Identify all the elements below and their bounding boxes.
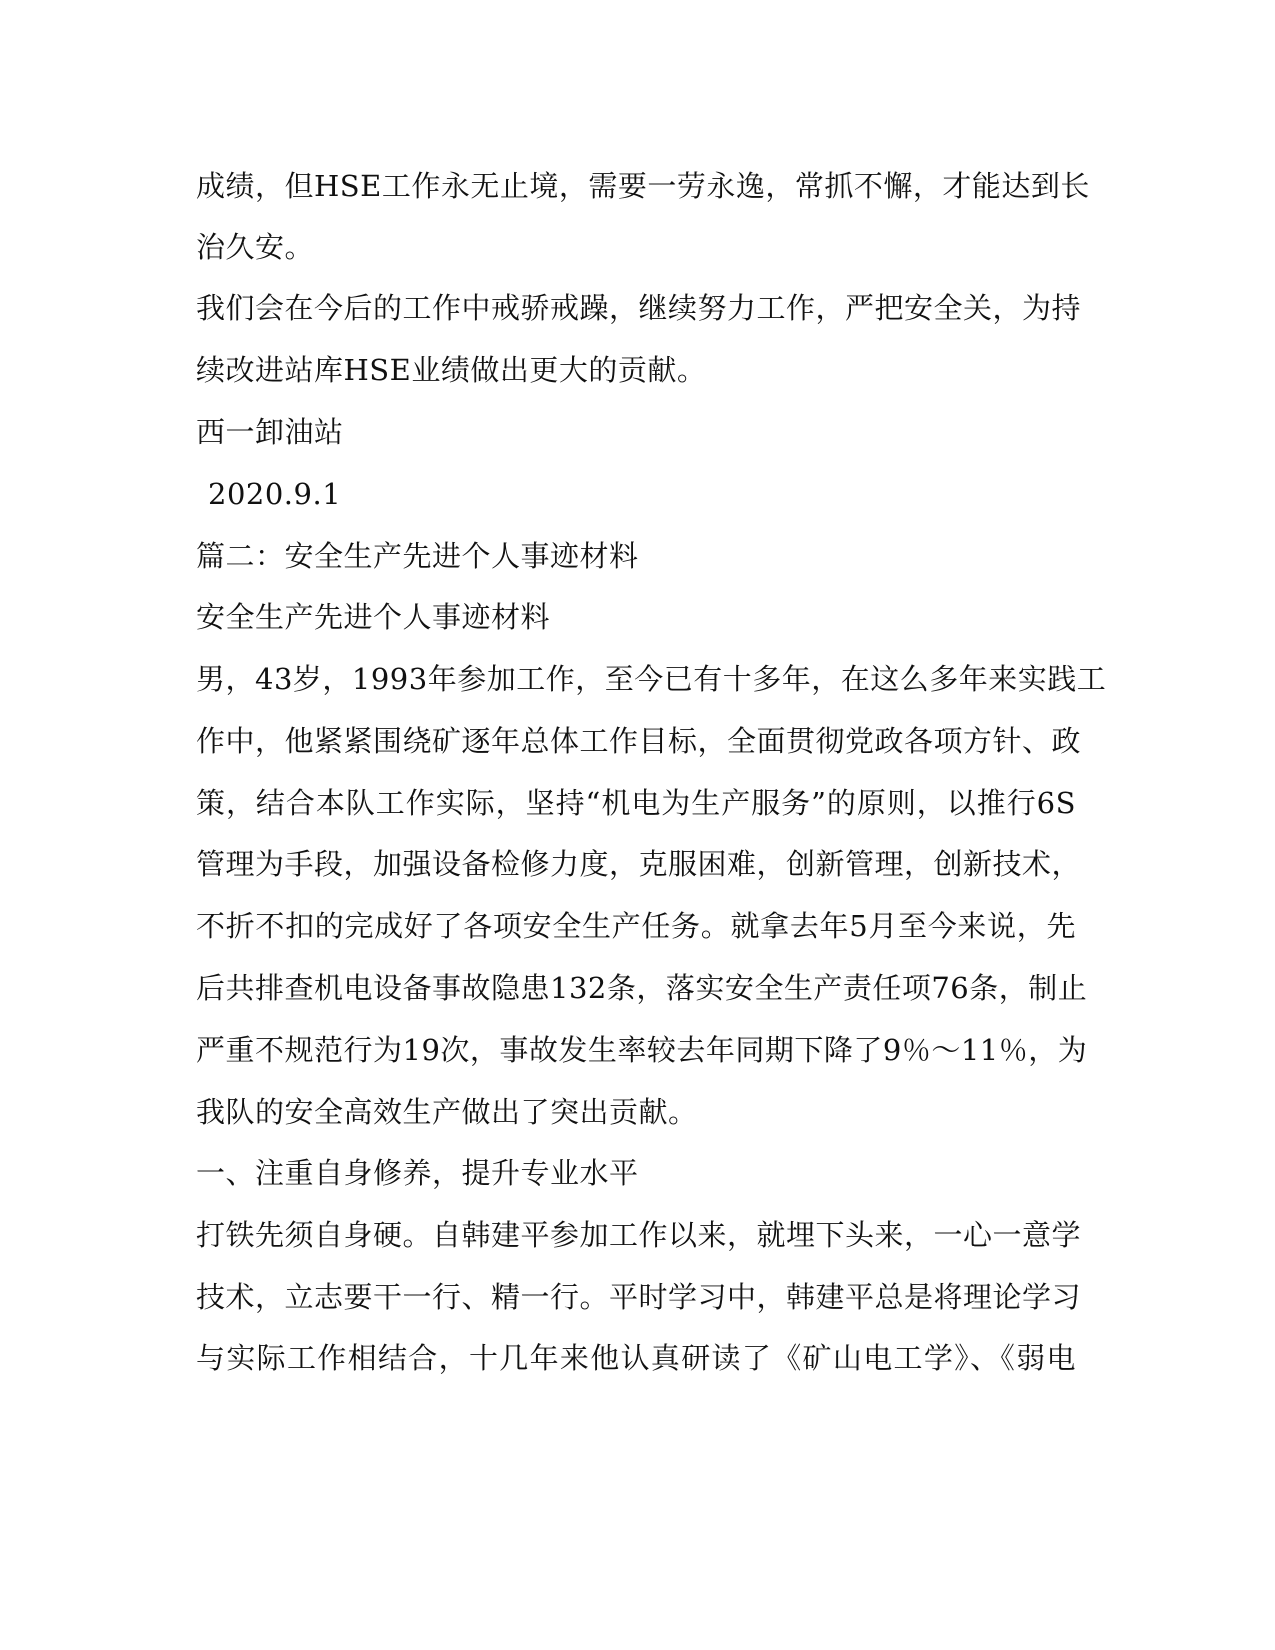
text-line: 管理为手段，加强设备检修力度，克服困难，创新管理，创新技术， [196, 847, 1082, 881]
text-line: 成绩，但HSE工作永无止境，需要一劳永逸，常抓不懈，才能达到长 [196, 169, 1090, 203]
section-heading: 篇二：安全生产先进个人事迹材料 [196, 539, 639, 573]
signature-station: 西一卸油站 [196, 415, 344, 449]
subsection-heading: 一、注重自身修养，提升专业水平 [196, 1156, 639, 1190]
text-line: 严重不规范行为19次，事故发生率较去年同期下降了9％～11％，为 [196, 1033, 1088, 1067]
text-line: 打铁先须自身硬。自韩建平参加工作以来，就埋下头来，一心一意学 [196, 1218, 1082, 1252]
text-line: 我队的安全高效生产做出了突出贡献。 [196, 1095, 698, 1129]
text-line: 作中，他紧紧围绕矿逐年总体工作目标，全面贯彻党政各项方针、政 [196, 724, 1082, 758]
signature-date: 2020.9.1 [208, 477, 342, 511]
text-line: 治久安。 [196, 230, 315, 264]
article-title: 安全生产先进个人事迹材料 [196, 600, 551, 634]
text-line: 续改进站库HSE业绩做出更大的贡献。 [196, 353, 707, 387]
text-line: 不折不扣的完成好了各项安全生产任务。就拿去年5月至今来说，先 [196, 909, 1076, 943]
text-line: 男，43岁，1993年参加工作，至今已有十多年，在这么多年来实践工 [196, 662, 1107, 696]
text-line: 与实际工作相结合，十几年来他认真研读了《矿山电工学》、《弱电 [196, 1341, 1076, 1375]
text-line: 技术，立志要干一行、精一行。平时学习中，韩建平总是将理论学习 [196, 1280, 1082, 1314]
text-line: 策，结合本队工作实际，坚持“机电为生产服务”的原则，以推行6S [196, 786, 1076, 820]
text-line: 后共排查机电设备事故隐患132条，落实安全生产责任项76条，制止 [196, 971, 1088, 1005]
text-line: 我们会在今后的工作中戒骄戒躁，继续努力工作，严把安全关，为持 [196, 291, 1082, 325]
